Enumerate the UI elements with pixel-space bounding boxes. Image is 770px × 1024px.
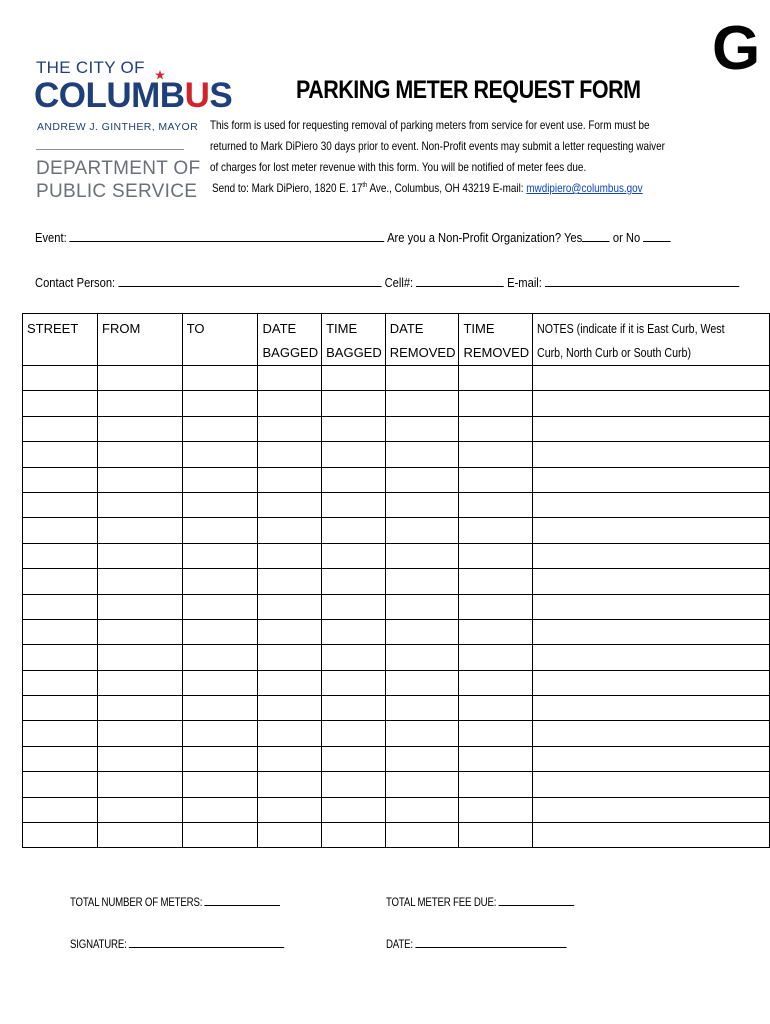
cell-date-bagged[interactable] (258, 721, 322, 746)
cell-notes[interactable] (533, 442, 770, 467)
table-row (23, 366, 770, 391)
cell-time-bagged[interactable] (322, 492, 386, 517)
cell-to[interactable] (182, 391, 258, 416)
header-time-removed-l1: TIME (463, 321, 495, 336)
cell-to[interactable] (182, 518, 258, 543)
cell-date-removed[interactable] (385, 594, 459, 619)
cell-street[interactable] (23, 569, 98, 594)
cell-time-removed[interactable] (459, 823, 533, 848)
table-row (23, 696, 770, 721)
cell-to[interactable] (182, 746, 258, 771)
cell-date-removed[interactable] (385, 696, 459, 721)
table-row (23, 518, 770, 543)
date-label: DATE: (386, 939, 413, 951)
contact-row (35, 274, 739, 290)
event-row (35, 229, 671, 245)
cell-notes[interactable] (533, 569, 770, 594)
cell-street[interactable] (23, 619, 98, 644)
header-date-bagged-l2: BAGGED (262, 345, 319, 360)
cell-time-removed[interactable] (459, 594, 533, 619)
cell-street[interactable] (23, 823, 98, 848)
logo-columbus-accent: U (184, 76, 210, 115)
cell-date-bagged[interactable] (258, 518, 322, 543)
cell-date-removed[interactable] (385, 366, 459, 391)
cell-date-removed[interactable] (385, 772, 459, 797)
cell-date-removed[interactable] (385, 823, 459, 848)
cell-to[interactable] (182, 797, 258, 822)
cell-from[interactable] (98, 543, 183, 568)
cell-date-bagged[interactable] (258, 569, 322, 594)
cell-date-bagged[interactable] (258, 797, 322, 822)
cell-label: Cell#: (384, 275, 414, 290)
cell-to[interactable] (182, 442, 258, 467)
cell-notes[interactable] (533, 366, 770, 391)
cell-notes[interactable] (533, 594, 770, 619)
header-street-label: STREET (27, 321, 79, 336)
email-field[interactable] (545, 274, 739, 287)
total-fee-row (386, 893, 574, 909)
cell-date-removed[interactable] (385, 797, 459, 822)
cell-time-removed[interactable] (459, 442, 533, 467)
signature-label: SIGNATURE: (70, 939, 127, 951)
cell-time-bagged[interactable] (322, 696, 386, 721)
total-meters-label: TOTAL NUMBER OF METERS: (70, 897, 203, 909)
nonprofit-or-no: or No (612, 230, 641, 245)
cell-to[interactable] (182, 721, 258, 746)
cell-street[interactable] (23, 670, 98, 695)
cell-to[interactable] (182, 467, 258, 492)
cell-from[interactable] (98, 467, 183, 492)
cell-notes[interactable] (533, 696, 770, 721)
cell-date-removed[interactable] (385, 492, 459, 517)
cell-to[interactable] (182, 670, 258, 695)
logo-divider (36, 149, 184, 150)
cell-date-bagged[interactable] (258, 467, 322, 492)
cell-date-bagged[interactable] (258, 416, 322, 441)
logo-columbus-main: COLUMB (34, 76, 185, 115)
cell-date-removed[interactable] (385, 746, 459, 771)
cell-time-bagged[interactable] (322, 391, 386, 416)
total-fee-label: TOTAL METER FEE DUE: (386, 897, 497, 909)
table-row (23, 492, 770, 517)
cell-to[interactable] (182, 619, 258, 644)
cell-date-bagged[interactable] (258, 823, 322, 848)
cell-time-removed[interactable] (459, 746, 533, 771)
cell-street[interactable] (23, 797, 98, 822)
cell-street[interactable] (23, 721, 98, 746)
cell-time-bagged[interactable] (322, 772, 386, 797)
cell-time-removed[interactable] (459, 543, 533, 568)
cell-date-removed[interactable] (385, 442, 459, 467)
table-row (23, 543, 770, 568)
cell-time-bagged[interactable] (322, 823, 386, 848)
cell-date-bagged[interactable] (258, 696, 322, 721)
cell-date-removed[interactable] (385, 543, 459, 568)
header-to-label: TO (186, 321, 205, 336)
cell-time-bagged[interactable] (322, 797, 386, 822)
cell-to[interactable] (182, 696, 258, 721)
cell-date-removed[interactable] (385, 619, 459, 644)
cell-notes[interactable] (533, 645, 770, 670)
table-row (23, 772, 770, 797)
logo-columbus-end: S (209, 76, 233, 115)
cell-street[interactable] (23, 696, 98, 721)
header-time-bagged-l1: TIME (326, 321, 358, 336)
cell-date-bagged[interactable] (258, 645, 322, 670)
cell-time-bagged[interactable] (322, 670, 386, 695)
cell-time-bagged[interactable] (322, 518, 386, 543)
cell-date-removed[interactable] (385, 645, 459, 670)
table-row (23, 391, 770, 416)
header-from (98, 314, 183, 366)
cell-date-removed[interactable] (385, 518, 459, 543)
form-letter: G (712, 14, 761, 83)
contact-label: Contact Person: (35, 275, 116, 290)
cell-date-removed[interactable] (385, 670, 459, 695)
cell-time-bagged[interactable] (322, 442, 386, 467)
cell-street[interactable] (23, 467, 98, 492)
cell-notes[interactable] (533, 670, 770, 695)
cell-time-removed[interactable] (459, 467, 533, 492)
header-to (182, 314, 258, 366)
cell-date-bagged[interactable] (258, 442, 322, 467)
total-meters-field[interactable] (205, 893, 281, 906)
cell-time-removed[interactable] (459, 569, 533, 594)
cell-time-removed[interactable] (459, 645, 533, 670)
cell-notes[interactable] (533, 797, 770, 822)
header-time-bagged (322, 314, 386, 366)
cell-from[interactable] (98, 569, 183, 594)
cell-time-removed[interactable] (459, 416, 533, 441)
cell-notes[interactable] (533, 467, 770, 492)
cell-notes[interactable] (533, 391, 770, 416)
cell-to[interactable] (182, 416, 258, 441)
cell-from[interactable] (98, 746, 183, 771)
header-street (23, 314, 98, 366)
email-link[interactable]: mwdipiero@columbus.gov (526, 181, 643, 195)
star-icon (155, 70, 165, 80)
table-row (23, 721, 770, 746)
logo-department: DEPARTMENT OF (36, 158, 201, 179)
cell-to[interactable] (182, 543, 258, 568)
header-date-removed-l1: DATE (389, 321, 424, 336)
signature-field[interactable] (129, 935, 284, 948)
logo-columbus (34, 76, 232, 116)
page-title: PARKING METER REQUEST FORM (296, 76, 641, 104)
cell-date-bagged[interactable] (258, 772, 322, 797)
send-to-address-end: Ave., Columbus, OH 43219 E-mail: (367, 181, 527, 195)
cell-to[interactable] (182, 823, 258, 848)
cell-from[interactable] (98, 619, 183, 644)
cell-time-removed[interactable] (459, 797, 533, 822)
header-notes-l2: Curb, North Curb or South Curb) (537, 345, 692, 360)
cell-from[interactable] (98, 721, 183, 746)
cell-time-bagged[interactable] (322, 569, 386, 594)
cell-date-removed[interactable] (385, 391, 459, 416)
header-from-label: FROM (102, 321, 141, 336)
header-date-removed-l2: REMOVED (389, 345, 456, 360)
cell-street[interactable] (23, 492, 98, 517)
cell-street[interactable] (23, 518, 98, 543)
header-time-removed (459, 314, 533, 366)
cell-time-bagged[interactable] (322, 416, 386, 441)
cell-date-bagged[interactable] (258, 619, 322, 644)
nonprofit-no-field[interactable] (643, 229, 671, 242)
cell-time-removed[interactable] (459, 391, 533, 416)
cell-date-bagged[interactable] (258, 366, 322, 391)
cell-notes[interactable] (533, 518, 770, 543)
cell-notes[interactable] (533, 721, 770, 746)
cell-street[interactable] (23, 594, 98, 619)
table-row (23, 467, 770, 492)
cell-street[interactable] (23, 645, 98, 670)
cell-street[interactable] (23, 746, 98, 771)
event-label: Event: (35, 230, 67, 245)
nonprofit-question: Are you a Non-Profit Organization? Yes (387, 230, 583, 245)
cell-time-bagged[interactable] (322, 746, 386, 771)
header-date-bagged-l1: DATE (262, 321, 297, 336)
cell-from[interactable] (98, 442, 183, 467)
table-row (23, 569, 770, 594)
cell-time-removed[interactable] (459, 492, 533, 517)
table-body (23, 366, 770, 848)
header-time-removed-l2: REMOVED (463, 345, 530, 360)
total-meters-row (70, 893, 280, 909)
cell-time-bagged[interactable] (322, 594, 386, 619)
table-row (23, 645, 770, 670)
cell-from[interactable] (98, 696, 183, 721)
cell-from[interactable] (98, 645, 183, 670)
cell-date-bagged[interactable] (258, 492, 322, 517)
description-line: This form is used for requesting removal of parking meters from service for event use. Form must be (210, 118, 650, 132)
cell-to[interactable] (182, 645, 258, 670)
cell-time-removed[interactable] (459, 696, 533, 721)
cell-from[interactable] (98, 416, 183, 441)
table-row (23, 746, 770, 771)
cell-from[interactable] (98, 772, 183, 797)
cell-date-bagged[interactable] (258, 543, 322, 568)
cell-time-removed[interactable] (459, 518, 533, 543)
table-row (23, 670, 770, 695)
logo-mayor: ANDREW J. GINTHER, MAYOR (37, 121, 199, 133)
contact-field[interactable] (118, 274, 381, 287)
cell-from[interactable] (98, 518, 183, 543)
cell-notes[interactable] (533, 772, 770, 797)
header-time-bagged-l2: BAGGED (326, 345, 382, 360)
cell-time-bagged[interactable] (322, 366, 386, 391)
signature-row (70, 935, 285, 951)
table-row (23, 797, 770, 822)
cell-date-bagged[interactable] (258, 746, 322, 771)
cell-to[interactable] (182, 772, 258, 797)
cell-time-removed[interactable] (459, 366, 533, 391)
send-to-sup: th (362, 182, 368, 190)
cell-street[interactable] (23, 366, 98, 391)
cell-street[interactable] (23, 391, 98, 416)
event-field[interactable] (70, 229, 385, 242)
table-row (23, 416, 770, 441)
cell-time-bagged[interactable] (322, 543, 386, 568)
cell-time-removed[interactable] (459, 721, 533, 746)
meters-table (22, 313, 770, 848)
email-label: E-mail: (507, 275, 542, 290)
table-row (23, 442, 770, 467)
cell-from[interactable] (98, 594, 183, 619)
cell-date-bagged[interactable] (258, 594, 322, 619)
cell-date-removed[interactable] (385, 569, 459, 594)
send-to-line (212, 181, 643, 195)
table-row (23, 594, 770, 619)
total-fee-field[interactable] (499, 893, 575, 906)
cell-date-removed[interactable] (385, 416, 459, 441)
logo-public-service: PUBLIC SERVICE (36, 181, 198, 202)
logo-city-of: THE CITY OF (36, 58, 145, 77)
cell-date-bagged[interactable] (258, 670, 322, 695)
cell-notes[interactable] (533, 823, 770, 848)
cell-time-bagged[interactable] (322, 721, 386, 746)
send-to-address: Send to: Mark DiPiero, 1820 E. 17 (212, 181, 363, 195)
cell-time-bagged[interactable] (322, 645, 386, 670)
cell-date-removed[interactable] (385, 721, 459, 746)
cell-notes[interactable] (533, 492, 770, 517)
cell-date-removed[interactable] (385, 467, 459, 492)
cell-from[interactable] (98, 797, 183, 822)
nonprofit-yes-field[interactable] (582, 229, 610, 242)
header-notes-l1: NOTES (indicate if it is East Curb, West (537, 321, 725, 336)
cell-time-removed[interactable] (459, 619, 533, 644)
cell-street[interactable] (23, 416, 98, 441)
cell-time-removed[interactable] (459, 670, 533, 695)
cell-to[interactable] (182, 492, 258, 517)
cell-notes[interactable] (533, 416, 770, 441)
description-line: returned to Mark DiPiero 30 days prior to event. Non-Profit events may submit a letter requesting waiver (210, 139, 665, 153)
form-description (210, 115, 685, 178)
cell-from[interactable] (98, 391, 183, 416)
table-header-row (23, 314, 770, 366)
cell-street[interactable] (23, 442, 98, 467)
cell-time-bagged[interactable] (322, 467, 386, 492)
cell-notes[interactable] (533, 543, 770, 568)
cell-to[interactable] (182, 594, 258, 619)
cell-field[interactable] (416, 274, 504, 287)
table-row (23, 619, 770, 644)
cell-time-bagged[interactable] (322, 619, 386, 644)
cell-street[interactable] (23, 772, 98, 797)
cell-from[interactable] (98, 823, 183, 848)
cell-time-removed[interactable] (459, 772, 533, 797)
table-row (23, 823, 770, 848)
cell-notes[interactable] (533, 746, 770, 771)
cell-to[interactable] (182, 569, 258, 594)
cell-street[interactable] (23, 543, 98, 568)
cell-to[interactable] (182, 366, 258, 391)
header-date-removed (385, 314, 459, 366)
date-field[interactable] (415, 935, 566, 948)
cell-from[interactable] (98, 366, 183, 391)
cell-notes[interactable] (533, 619, 770, 644)
cell-date-bagged[interactable] (258, 391, 322, 416)
description-line: of charges for lost meter revenue with this form. You will be notified of meter fees due. (210, 160, 587, 174)
date-row (386, 935, 567, 951)
header-date-bagged (258, 314, 322, 366)
cell-from[interactable] (98, 670, 183, 695)
cell-from[interactable] (98, 492, 183, 517)
header-notes (533, 314, 770, 366)
